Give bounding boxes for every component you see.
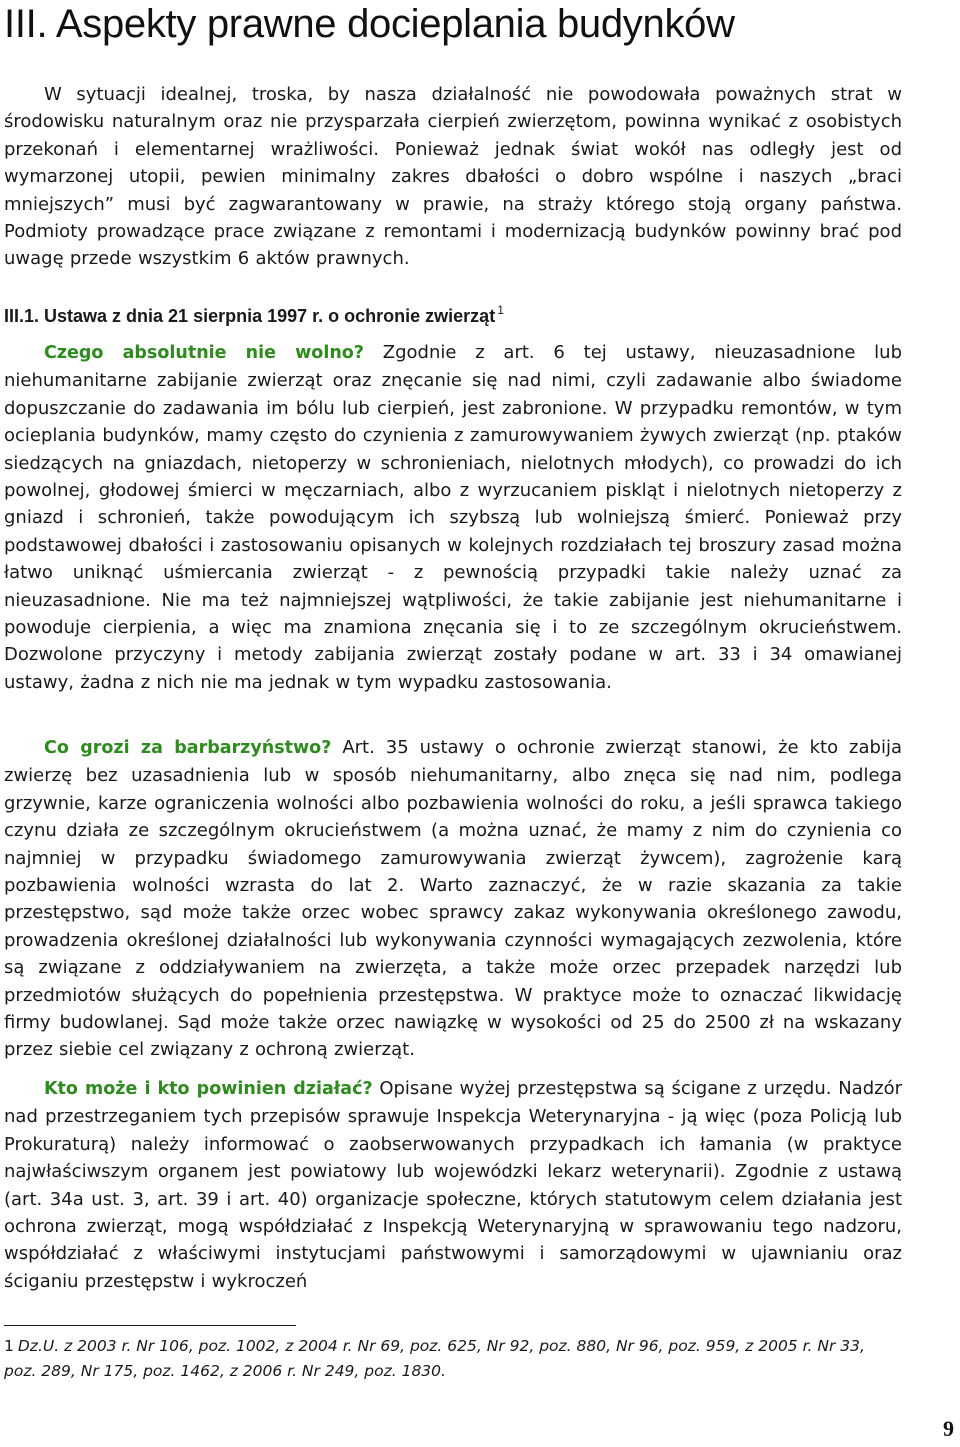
- footnote-mark: 1: [4, 1337, 14, 1355]
- chapter-title: III. Aspekty prawne docieplania budynków: [4, 2, 735, 46]
- paragraph-text: Opisane wyżej przestępstwa są ścigane z urzędu. Nadzór nad przestrzeganiem tych przepisów sprawuje Inspekcja Weterynaryjna - ją więc (poza Policją lub Prokuraturą) należy informować o zaobserwowanych przypadkach ich łamania (w praktyce najwłaściwszym organem jest powiatowy lub wojewódzki lekarz weterynarii). Zgodnie z ustawą (art. 34a ust. 3, art. 39 i art. 40) organizacje społeczne, których statutowym celem działania jest ochrona zwierząt, mogą współdziałać z Inspekcją Weterynaryjną w sprawowaniu tego nadzoru, współdziałać z właściwymi instytucjami państwowymi i samorządowymi w ujawnianiu oraz ściganiu przestępstw i wykroczeń: [4, 1078, 902, 1292]
- paragraph-what-is-forbidden: [4, 339, 902, 696]
- paragraph-who-should-act: [4, 1075, 902, 1295]
- paragraph-penalties: [4, 734, 902, 1064]
- section-title-text: III.1. Ustawa z dnia 21 sierpnia 1997 r. o ochronie zwierząt: [4, 306, 496, 326]
- lead-in-heading: Co grozi za barbarzyństwo?: [44, 738, 332, 758]
- intro-paragraph: W sytuacji idealnej, troska, by nasza działalność nie powodowała poważnych strat w środowisku naturalnym oraz nie przysparzała cierpień zwierzętom, powinna wynikać z osobistych przekonań i elementarnej wrażliwości. Ponieważ jednak świat wokół nas odległy jest od wymarzonej utopii, pewien minimalny zakres dbałości o dobro wspólne i naszych „braci mniejszych” musi być zagwarantowany w prawie, na straży którego stoją organy państwa. Podmioty prowadzące prace związane z remontami i modernizacją budynków powinny brać pod uwagę przede wszystkim 6 aktów prawnych.: [4, 84, 902, 270]
- footnote: [4, 1334, 902, 1384]
- lead-in-heading: Kto może i kto powinien działać?: [44, 1079, 373, 1099]
- footnote-separator: [4, 1325, 296, 1326]
- paragraph-text: Art. 35 ustawy o ochronie zwierząt stanowi, że kto zabija zwierzę bez uzasadnienia lub w sposób niehumanitarny, albo znęca się nad nim, podlega grzywnie, karze ograniczenia wolności albo pozbawienia wolności do roku, a jeśli sprawca takiego czynu działa ze szczególnym okrucieństwem (a można uznać, że mamy z nim do czynienia co najmniej w przypadku świadomego zamurowywania zwierząt żywcem), zagrożenie karą pozbawienia wolności wzrasta do lat 2. Warto zaznaczyć, że w razie skazania za takie przestępstwo, sąd może także orzec wobec sprawcy zakaz wykonywania określonego zawodu, prowadzenia określonej działalności lub wykonywania czynności wymagających zezwolenia, które są związane z oddziaływaniem na zwierzęta, a także może orzec przepadek narzędzi lub przedmiotów służących do popełnienia przestępstwa. W praktyce może to oznaczać likwidację firmy budowlanej. Sąd może także orzec nawiązkę w wysokości od 25 do 2500 zł na wskazany przez siebie cel związany z ochroną zwierząt.: [4, 737, 902, 1061]
- page-number: 9: [943, 1416, 954, 1441]
- footnote-reference: 1: [497, 303, 504, 317]
- section-title: [4, 296, 504, 330]
- lead-in-heading: Czego absolutnie nie wolno?: [44, 343, 364, 363]
- footnote-text: Dz.U. z 2003 r. Nr 106, poz. 1002, z 2004 r. Nr 69, poz. 625, Nr 92, poz. 880, Nr 96, poz. 959, z 2005 r. Nr 33, poz. 289, Nr 175, poz. 1462, z 2006 r. Nr 249, poz. 1830.: [4, 1337, 865, 1380]
- paragraph-text: Zgodnie z art. 6 tej ustawy, nieuzasadnione lub niehumanitarne zabijanie zwierząt oraz znęcanie się nad nimi, czyli zadawanie albo świadome dopuszczanie do zadawania im bólu lub cierpień, jest zabronione. W przypadku remontów, w tym ocieplania budynków, mamy często do czynienia z zamurowywaniem żywych zwierząt (np. ptaków siedzących na gniazdach, nietoperzy w schronieniach, nielotnych młodych), co prowadzi do ich powolnej, głodowej śmierci w męczarniach, albo z wyrzucaniem piskląt i nielotnych nietoperzy z gniazd i schronień, także powodującym ich szybszą lub wolniejszą śmierć. Ponieważ przy podstawowej dbałości i zastosowaniu opisanych w kolejnych rozdziałach tej broszury zasad można łatwo uniknąć uśmiercania zwierząt - z pewnością przypadki takie należy uznać za nieuzasadnione. Nie ma też najmniejszej wątpliwości, że takie zabijanie jest niehumanitarne i powoduje cierpienia, a więc ma znamiona znęcania się i to ze szczególnym okrucieństwem. Dozwolone przyczyny i metody zabijania zwierząt zostały podane w art. 33 i 34 omawianej ustawy, żadna z nich nie ma jednak w tym wypadku zastosowania.: [4, 342, 903, 693]
